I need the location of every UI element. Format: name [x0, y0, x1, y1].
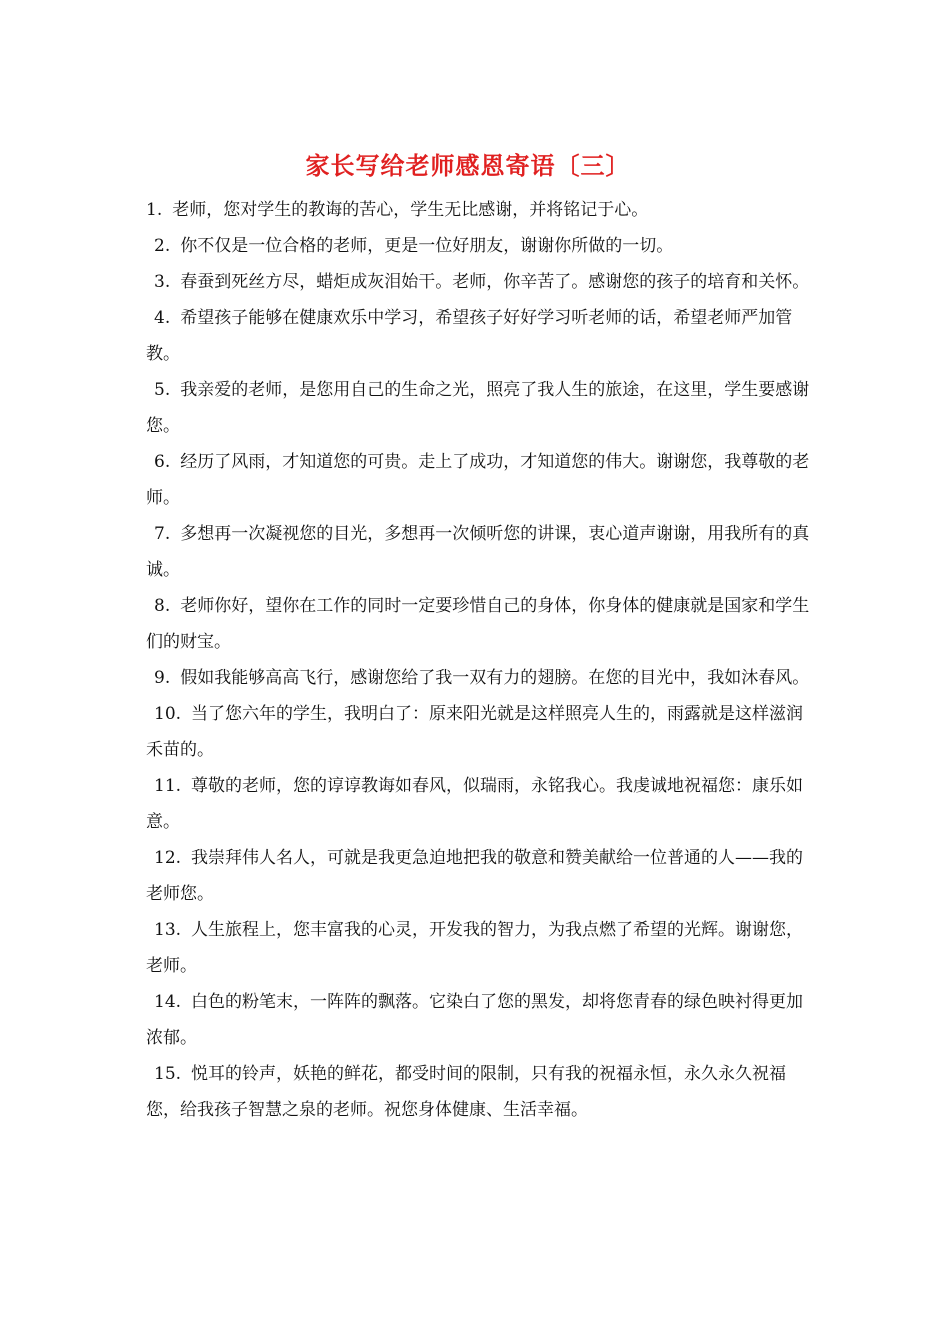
list-item: [146, 228, 818, 264]
list-item: [146, 984, 818, 1056]
list-item: [146, 840, 818, 912]
list-item: [146, 912, 818, 984]
list-item: [146, 696, 818, 768]
item-number: 4.: [154, 308, 171, 328]
item-text: 春蚕到死丝方尽，蜡炬成灰泪始干。老师，你辛苦了。感谢您的孩子的培育和关怀。: [180, 272, 810, 292]
item-text: 悦耳的铃声，妖艳的鲜花，都受时间的限制，只有我的祝福永恒，永久永久祝福您，给我孩子智慧之泉的老师。祝您身体健康、生活幸福。: [146, 1064, 787, 1120]
list-item: [146, 516, 818, 588]
list-item: [146, 1056, 818, 1128]
item-text: 经历了风雨，才知道您的可贵。走上了成功，才知道您的伟大。谢谢您，我尊敬的老师。: [146, 452, 810, 508]
item-number: 11.: [154, 776, 182, 796]
item-number: 13.: [154, 920, 182, 940]
item-text: 当了您六年的学生，我明白了：原来阳光就是这样照亮人生的，雨露就是这样滋润禾苗的。: [146, 704, 804, 760]
list-item: [146, 444, 818, 516]
item-number: 2.: [154, 236, 171, 256]
item-number: 14.: [154, 992, 182, 1012]
item-number: 6.: [154, 452, 171, 472]
item-text: 希望孩子能够在健康欢乐中学习，希望孩子好好学习听老师的话，希望老师严加管教。: [146, 308, 793, 364]
item-text: 人生旅程上，您丰富我的心灵，开发我的智力，为我点燃了希望的光辉。谢谢您，老师。: [146, 920, 804, 976]
greeting-list: [146, 192, 818, 1128]
item-number: 10.: [154, 704, 182, 724]
list-item: [146, 768, 818, 840]
list-item: [146, 300, 818, 372]
item-text: 尊敬的老师，您的谆谆教诲如春风，似瑞雨，永铭我心。我虔诚地祝福您：康乐如意。: [146, 776, 804, 832]
item-number: 9.: [154, 668, 171, 688]
item-text: 我亲爱的老师，是您用自己的生命之光，照亮了我人生的旅途，在这里，学生要感谢您。: [146, 380, 810, 436]
list-item: [146, 192, 818, 228]
item-number: 1.: [146, 200, 163, 220]
item-text: 老师，您对学生的教诲的苦心，学生无比感谢，并将铭记于心。: [172, 200, 649, 220]
item-text: 你不仅是一位合格的老师，更是一位好朋友，谢谢你所做的一切。: [180, 236, 674, 256]
item-number: 3.: [154, 272, 171, 292]
list-item: [146, 660, 818, 696]
item-text: 假如我能够高高飞行，感谢您给了我一双有力的翅膀。在您的目光中，我如沐春风。: [180, 668, 810, 688]
item-number: 8.: [154, 596, 171, 616]
list-item: [146, 372, 818, 444]
item-text: 多想再一次凝视您的目光，多想再一次倾听您的讲课，衷心道声谢谢，用我所有的真诚。: [146, 524, 810, 580]
list-item: [146, 588, 818, 660]
item-text: 老师你好，望你在工作的同时一定要珍惜自己的身体，你身体的健康就是国家和学生们的财宝。: [146, 596, 810, 652]
item-number: 15.: [154, 1064, 182, 1084]
list-item: [146, 264, 818, 300]
item-text: 我崇拜伟人名人，可就是我更急迫地把我的敬意和赞美献给一位普通的人——我的老师您。: [146, 848, 804, 904]
item-number: 12.: [154, 848, 182, 868]
document-title: 家长写给老师感恩寄语〔三〕: [305, 151, 631, 180]
item-text: 白色的粉笔末，一阵阵的飘落。它染白了您的黑发，却将您青春的绿色映衬得更加浓郁。: [146, 992, 804, 1048]
item-number: 7.: [154, 524, 171, 544]
item-number: 5.: [154, 380, 171, 400]
